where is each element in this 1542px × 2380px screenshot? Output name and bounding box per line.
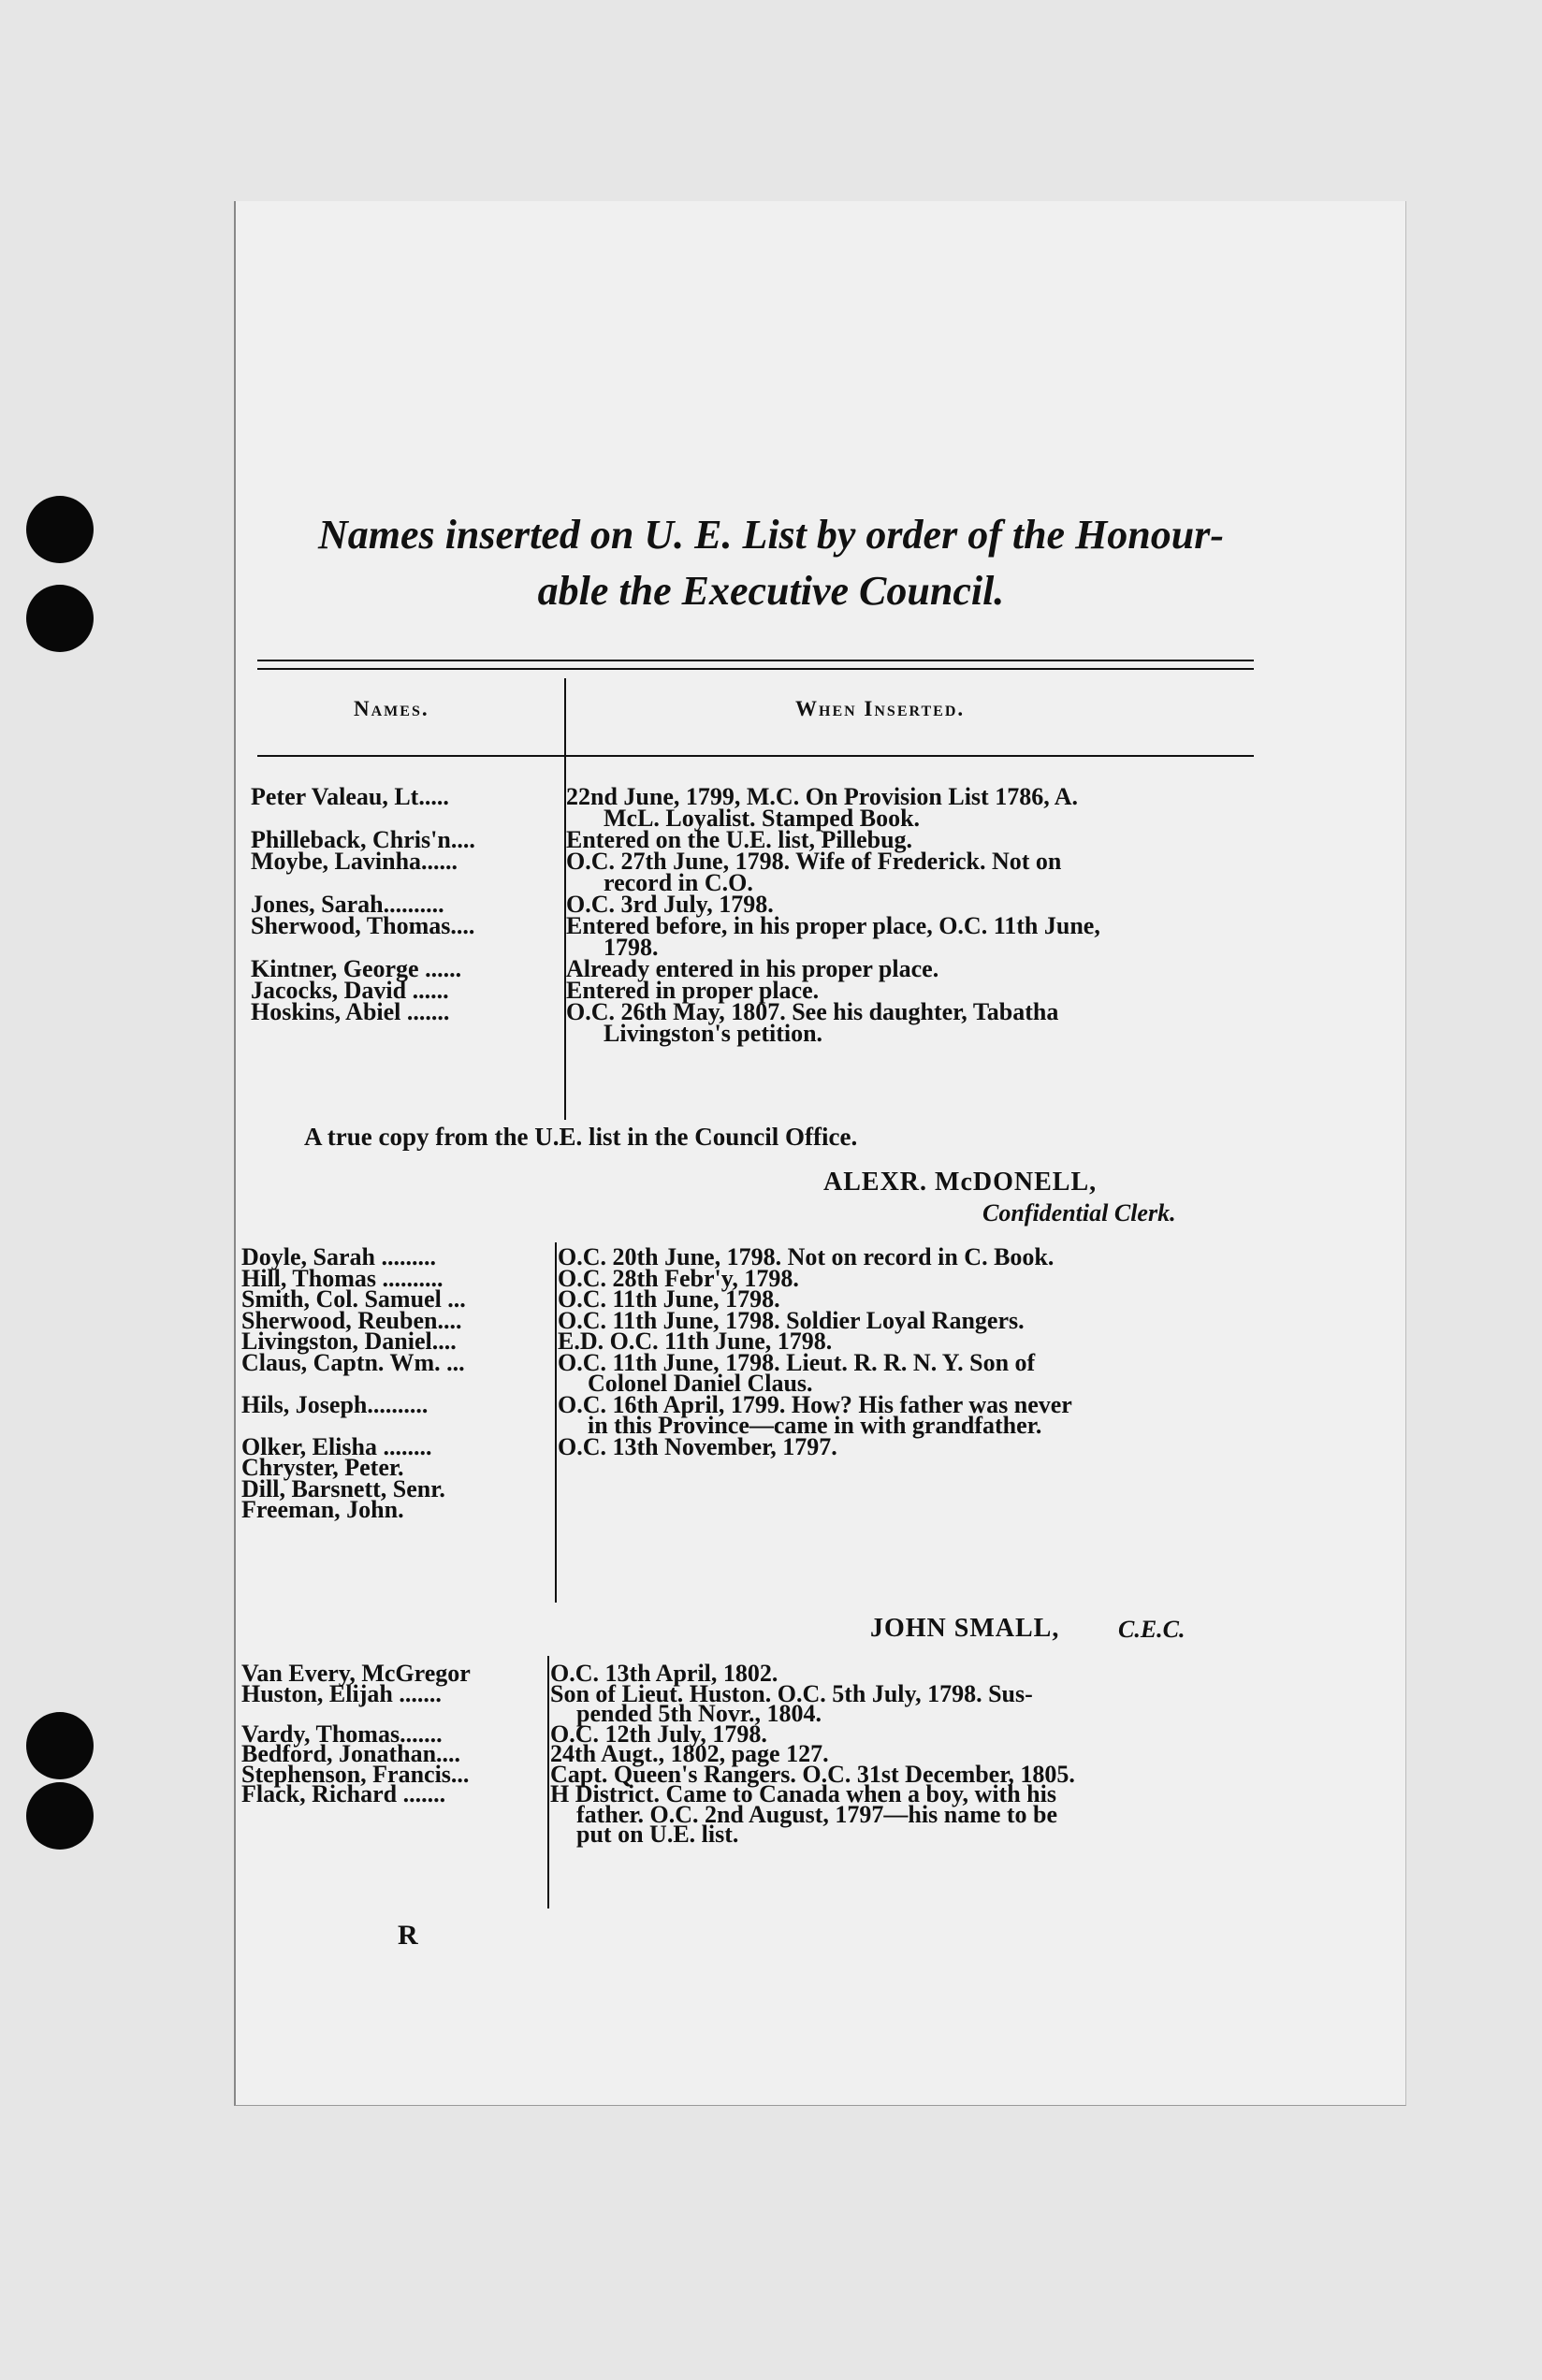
punch-hole-icon bbox=[26, 1782, 94, 1850]
entry-when-inserted: Entered in proper place. bbox=[566, 977, 820, 1004]
entry-name: Jones, Sarah.......... bbox=[251, 892, 444, 918]
entry-name: Huston, Elijah ....... bbox=[241, 1680, 442, 1707]
entry-name: Jacocks, David ...... bbox=[251, 978, 449, 1004]
entry-name: Dill, Barsnett, Senr. bbox=[241, 1475, 445, 1502]
entry-continuation: Colonel Daniel Claus. bbox=[588, 1370, 813, 1397]
entry-name: Van Every, McGregor bbox=[241, 1661, 471, 1687]
entry-when-inserted: O.C. 20th June, 1798. Not on record in C. Book. bbox=[558, 1243, 1055, 1270]
entry-name: Hoskins, Abiel ....... bbox=[251, 999, 450, 1025]
entry-continuation: put on U.E. list. bbox=[576, 1821, 739, 1848]
entry-name: Bedford, Jonathan.... bbox=[241, 1741, 461, 1767]
entry-name: Claus, Captn. Wm. ... bbox=[241, 1349, 465, 1376]
entry-when-inserted: O.C. 13th November, 1797. bbox=[558, 1432, 837, 1460]
entry-continuation: in this Province—came in with grandfather. bbox=[588, 1412, 1042, 1439]
entry-when-inserted: O.C. 11th June, 1798. Soldier Loyal Rangers. bbox=[558, 1306, 1025, 1334]
certification-text: A true copy from the U.E. list in the Council Office. bbox=[304, 1123, 858, 1151]
column-divider bbox=[555, 1242, 557, 1603]
entry-name: Hils, Joseph.......... bbox=[241, 1391, 429, 1418]
entry-when-inserted: O.C. 12th July, 1798. bbox=[550, 1720, 767, 1748]
entry-when-inserted: O.C. 28th Febr'y, 1798. bbox=[558, 1264, 799, 1292]
entry-name: Flack, Richard ....... bbox=[241, 1781, 446, 1807]
entry-when-inserted: O.C. 13th April, 1802. bbox=[550, 1660, 778, 1687]
signature-title-small: C.E.C. bbox=[1118, 1616, 1186, 1643]
entry-name: Olker, Elisha ........ bbox=[241, 1433, 432, 1460]
entry-continuation: father. O.C. 2nd August, 1797—his name to be bbox=[576, 1800, 1058, 1828]
entry-continuation: McL. Loyalist. Stamped Book. bbox=[604, 805, 921, 832]
entry-name: Doyle, Sarah ......... bbox=[241, 1244, 436, 1270]
signature-mcdonell: ALEXR. McDONELL, bbox=[823, 1168, 1098, 1197]
entry-when-inserted: 24th Augt., 1802, page 127. bbox=[550, 1740, 829, 1767]
entry-name: Kintner, George ...... bbox=[251, 956, 462, 982]
entry-when-inserted: Entered on the U.E. list, Pillebug. bbox=[566, 826, 913, 853]
signature-title-mcdonell: Confidential Clerk. bbox=[982, 1199, 1176, 1226]
column-header-names: Names. bbox=[354, 697, 429, 720]
entry-name: Freeman, John. bbox=[241, 1497, 404, 1523]
entry-when-inserted: H District. Came to Canada when a boy, with his bbox=[550, 1780, 1056, 1807]
page-title-line-2: able the Executive Council. bbox=[537, 568, 1005, 614]
entry-name: Sherwood, Thomas.... bbox=[251, 913, 475, 939]
header-rule-top-double bbox=[257, 668, 1254, 670]
footer-signature-mark: R bbox=[398, 1920, 418, 1951]
entry-name: Hill, Thomas .......... bbox=[241, 1265, 444, 1292]
punch-hole-icon bbox=[26, 1712, 94, 1779]
entry-when-inserted: Entered before, in his proper place, O.C. 11th June, bbox=[566, 912, 1100, 939]
entry-name: Philleback, Chris'n.... bbox=[251, 827, 475, 853]
signature-small: JOHN SMALL, bbox=[870, 1614, 1060, 1643]
entry-when-inserted: Already entered in his proper place. bbox=[566, 955, 939, 982]
entry-name: Sherwood, Reuben.... bbox=[241, 1307, 462, 1334]
entry-when-inserted: 22nd June, 1799, M.C. On Provision List 1786, A. bbox=[566, 783, 1079, 810]
header-rule-top bbox=[257, 660, 1254, 661]
entry-name: Vardy, Thomas....... bbox=[241, 1720, 443, 1748]
entry-name: Moybe, Lavinha...... bbox=[251, 849, 458, 875]
entry-name: Livingston, Daniel.... bbox=[241, 1328, 457, 1355]
page-title-line-1: Names inserted on U. E. List by order of the Honour- bbox=[317, 512, 1225, 558]
entry-continuation: Livingston's petition. bbox=[604, 1020, 823, 1047]
entry-name: Chryster, Peter. bbox=[241, 1455, 404, 1481]
entry-continuation: 1798. bbox=[604, 934, 659, 961]
entry-when-inserted: O.C. 27th June, 1798. Wife of Frederick. Not on bbox=[566, 848, 1062, 875]
entry-continuation: pended 5th Novr., 1804. bbox=[576, 1700, 822, 1727]
entry-when-inserted: Son of Lieut. Huston. O.C. 5th July, 1798. Sus- bbox=[550, 1679, 1033, 1707]
entry-continuation: record in C.O. bbox=[604, 869, 753, 896]
entry-when-inserted: Capt. Queen's Rangers. O.C. 31st December, 1805. bbox=[550, 1760, 1075, 1788]
entry-when-inserted: E.D. O.C. 11th June, 1798. bbox=[558, 1328, 833, 1355]
entry-name: Stephenson, Francis... bbox=[241, 1761, 470, 1788]
entry-when-inserted: O.C. 11th June, 1798. bbox=[558, 1285, 780, 1313]
header-rule-bottom bbox=[257, 755, 1254, 757]
column-header-when-inserted: When Inserted. bbox=[795, 697, 966, 720]
entry-when-inserted: O.C. 11th June, 1798. Lieut. R. R. N. Y. Son of bbox=[558, 1348, 1036, 1376]
entry-when-inserted: O.C. 3rd July, 1798. bbox=[566, 891, 774, 918]
entry-when-inserted: O.C. 26th May, 1807. See his daughter, Tabatha bbox=[566, 998, 1059, 1025]
entry-name: Peter Valeau, Lt..... bbox=[251, 784, 449, 810]
entry-when-inserted: O.C. 16th April, 1799. How? His father was never bbox=[558, 1390, 1072, 1418]
entry-name: Smith, Col. Samuel ... bbox=[241, 1286, 466, 1313]
